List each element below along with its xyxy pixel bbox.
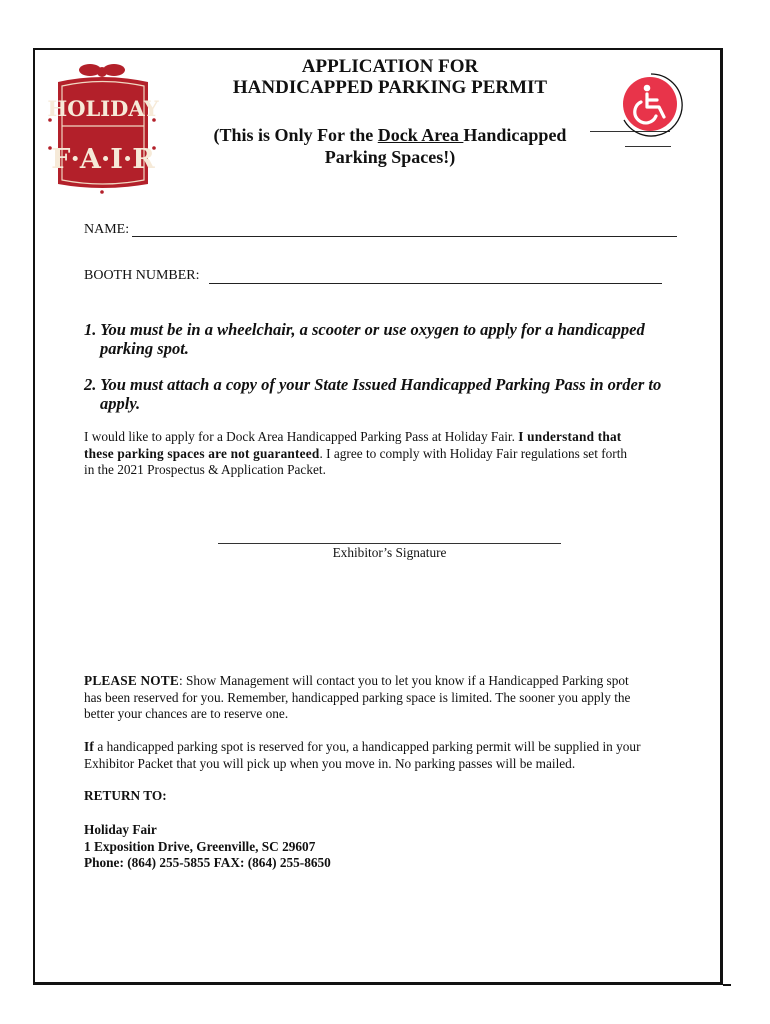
title-line-2: HANDICAPPED PARKING PERMIT xyxy=(232,77,548,98)
agreement-text-2: . I agree to comply with Holiday Fair regulations set forth xyxy=(319,445,628,461)
subtitle-line-2: Parking Spaces!) xyxy=(324,147,456,167)
return-street: 1 Exposition Drive, Greenville, SC 29607 xyxy=(84,838,316,854)
agreement-bold-2: these parking spaces are not guaranteed xyxy=(84,445,320,461)
rule-1 xyxy=(84,320,704,358)
rule-1-line-2: parking spot. xyxy=(100,339,189,358)
return-address xyxy=(84,822,331,872)
page-title xyxy=(180,56,600,98)
signature-field[interactable] xyxy=(218,543,561,544)
signature-label: Exhibitor’s Signature xyxy=(332,545,447,560)
border-tick xyxy=(723,984,731,986)
agreement-text-3: in the 2021 Prospectus & Application Packet. xyxy=(84,462,326,477)
booth-number-label: BOOTH NUMBER: xyxy=(84,268,200,283)
please-note-text-1: : Show Management will contact you to let you know if a Handicapped Parking spot xyxy=(178,673,629,688)
logo-word-holiday: HOLIDAY xyxy=(47,96,159,121)
subtitle-post: Handicapped xyxy=(463,125,567,145)
title-line-1: APPLICATION FOR xyxy=(301,56,479,77)
please-note-text-2: has been reserved for you. Remember, handicapped parking space is limited. The sooner you apply the xyxy=(84,689,631,705)
subtitle xyxy=(180,124,600,168)
agreement-bold-1: I understand that xyxy=(518,429,622,444)
if-paragraph xyxy=(84,739,719,772)
rule-1-line-1: 1. You must be in a wheelchair, a scooter or use oxygen to apply for a handicapped xyxy=(84,320,645,339)
rule-2-line-2: apply. xyxy=(100,394,141,413)
please-note-text-3: better your chances are to reserve one. xyxy=(84,706,289,721)
rule-2 xyxy=(84,375,704,413)
agreement-text-1: I would like to apply for a Dock Area Handicapped Parking Pass at Holiday Fair. xyxy=(84,429,519,444)
if-bold: If xyxy=(84,739,95,754)
name-field[interactable] xyxy=(132,236,677,237)
agreement-paragraph xyxy=(84,429,719,479)
rule-2-line-1: 2. You must attach a copy of your State Issued Handicapped Parking Pass in order to xyxy=(84,375,662,394)
subtitle-dock-area: Dock Area xyxy=(377,125,464,145)
return-phone: Phone: (864) 255-5855 FAX: (864) 255-8650 xyxy=(84,855,331,870)
return-to-heading: RETURN TO: xyxy=(84,788,167,803)
badge-line-bottom xyxy=(625,146,671,147)
if-text-1: a handicapped parking spot is reserved for you, a handicapped parking permit will be supplied in your xyxy=(94,739,641,754)
name-label: NAME: xyxy=(84,222,130,237)
subtitle-pre: (This is Only For the xyxy=(213,125,378,145)
return-org: Holiday Fair xyxy=(84,822,157,837)
booth-number-field[interactable] xyxy=(209,283,662,284)
logo-word-fair: F·A·I·R xyxy=(51,144,155,175)
please-note-paragraph xyxy=(84,673,719,723)
wheelchair-icon xyxy=(616,70,686,140)
holiday-fair-logo xyxy=(44,60,162,196)
please-note-label: PLEASE NOTE xyxy=(84,673,179,688)
if-text-2: Exhibitor Packet that you will pick up when you move in. No parking passes will be mailed. xyxy=(84,755,576,771)
